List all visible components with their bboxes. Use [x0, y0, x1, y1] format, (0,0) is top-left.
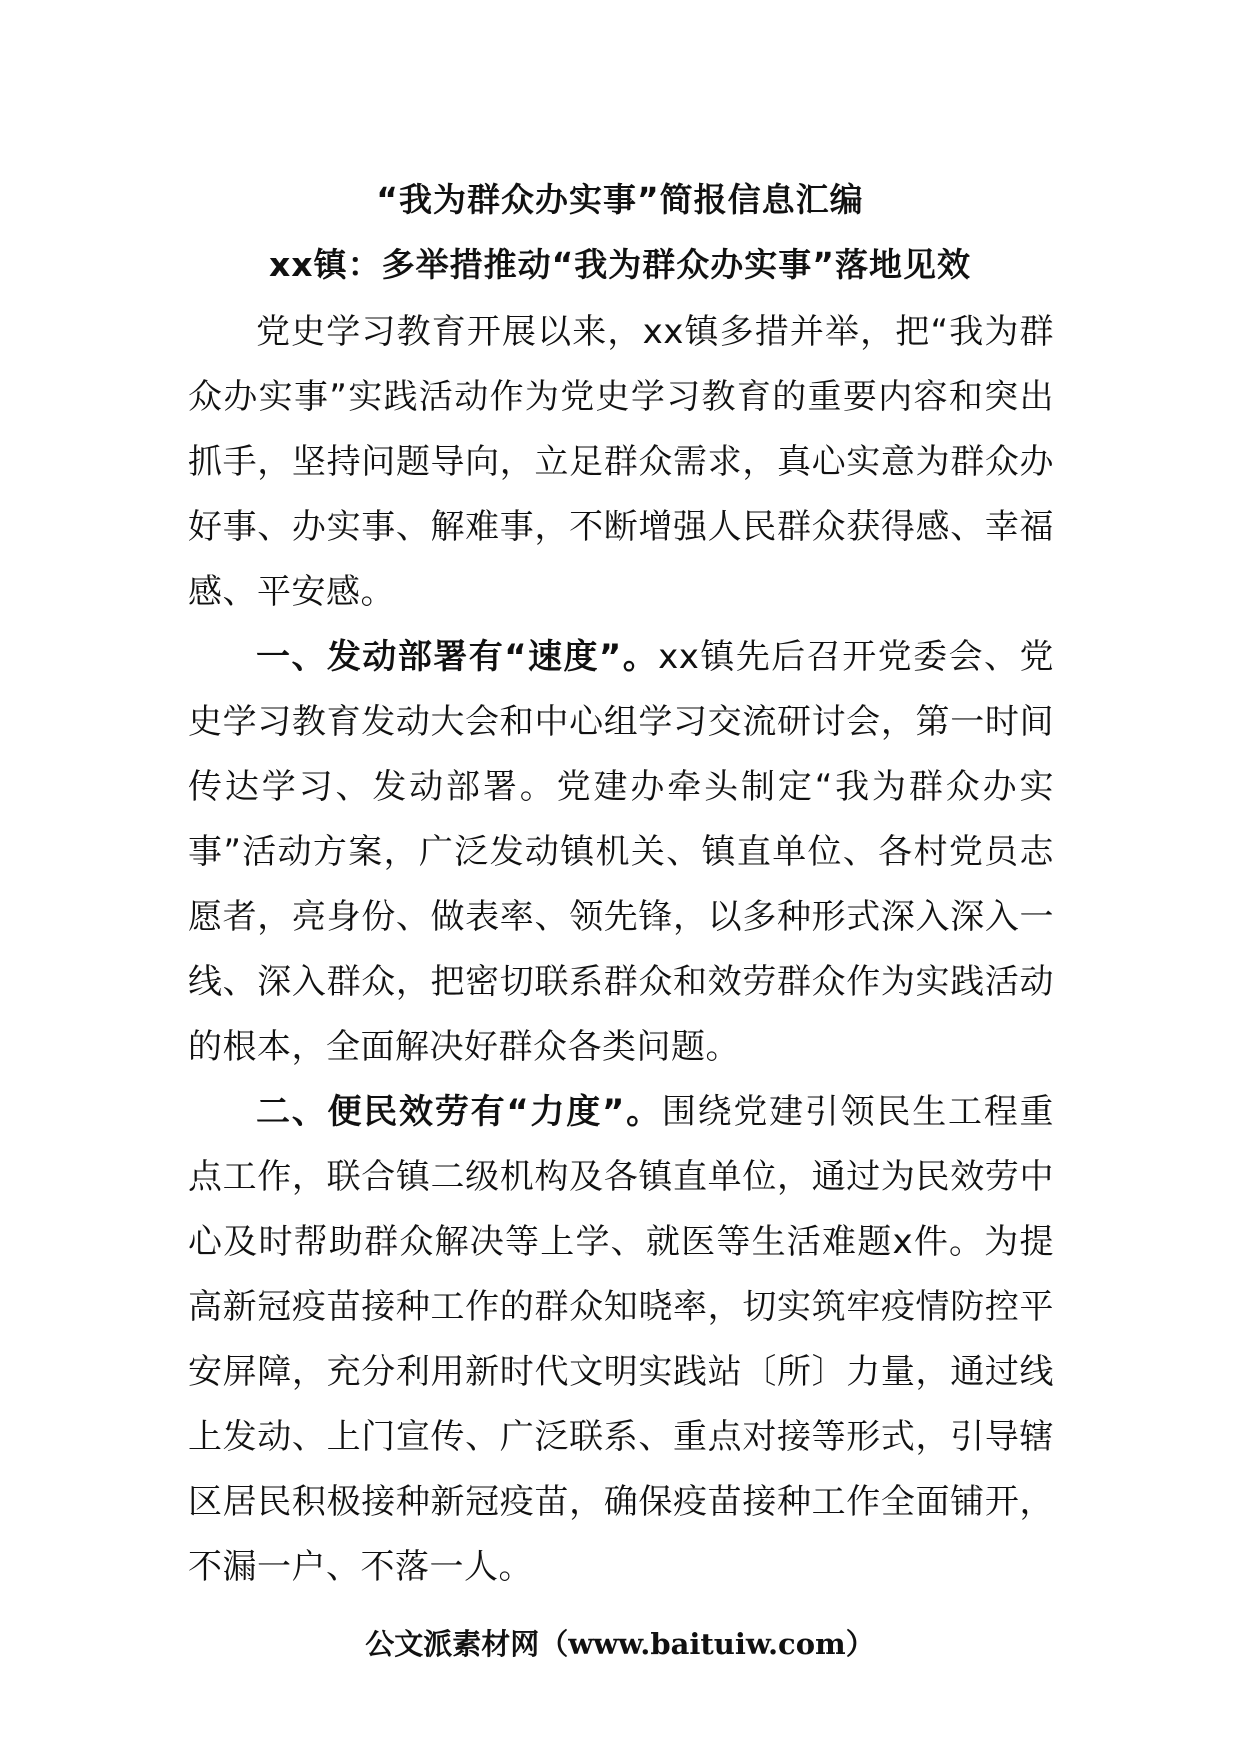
section-2-heading: 二、便民效劳有“力度”。: [256, 1092, 662, 1132]
document-title: “我为群众办实事”简报信息汇编: [376, 180, 864, 219]
document-body: [188, 300, 1054, 1600]
section-1-text: xx镇先后召开党委会、党史学习教育发动大会和中心组学习交流研讨会，第一时间传达学习、发动部署。党建办牵头制定“我为群众办实事”活动方案，广泛发动镇机关、镇直单位、各村党员志愿者，亮身份、做表率、领先锋，以多种形式深入深入一线、深入群众，把密切联系群众和效劳群众作为实践活动的根本，全面解决好群众各类问题。: [188, 637, 1054, 1067]
section-2-text: 围绕党建引领民生工程重点工作，联合镇二级机构及各镇直单位，通过为民效劳中心及时帮助群众解决等上学、就医等生活难题x件。为提高新冠疫苗接种工作的群众知晓率，切实筑牢疫情防控平安屏障，充分利用新时代文明实践站〔所〕力量，通过线上发动、上门宣传、广泛联系、重点对接等形式，引导辖区居民积极接种新冠疫苗，确保疫苗接种工作全面铺开，不漏一户、不落一人。: [188, 1092, 1054, 1587]
document-subtitle: xx镇：多举措推动“我为群众办实事”落地见效: [269, 245, 971, 284]
section-2-paragraph: [188, 1080, 1054, 1600]
section-1-paragraph: [188, 625, 1054, 1080]
section-1-heading: 一、发动部署有“速度”。: [256, 637, 659, 677]
intro-paragraph: 党史学习教育开展以来，xx镇多措并举，把“我为群众办实事”实践活动作为党史学习教育的重要内容和突出抓手，坚持问题导向，立足群众需求，真心实意为群众办好事、办实事、解难事，不断增强人民群众获得感、幸福感、平安感。: [188, 312, 1054, 612]
footer-watermark: 公文派素材网（www.baituiw.com）: [365, 1627, 875, 1661]
